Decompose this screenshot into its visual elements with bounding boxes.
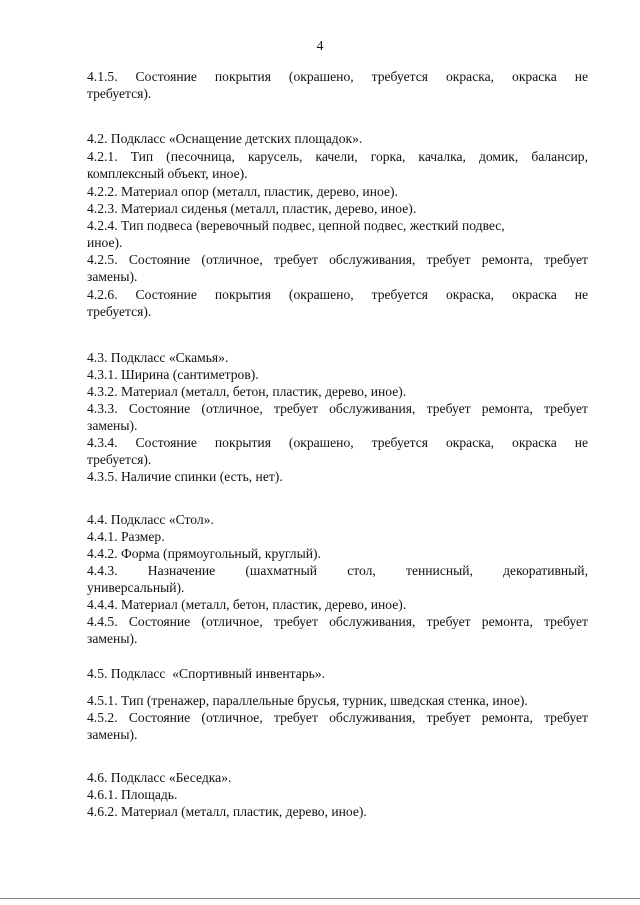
line: замены). [87,269,138,285]
paragraph-4-4-4 [87,596,588,613]
page-number: 4 [316,38,324,53]
paragraph-4-5-1 [87,692,588,709]
section-heading-4-6 [87,769,588,786]
line: 4.5.1. Тип (тренажер, параллельные брусья, турник, шведская стенка, иное). [87,693,528,708]
line: 4.2.1. Тип (песочница, карусель, качели, горка, качалка, домик, балансир, [87,149,588,164]
line: 4.6.2. Материал (металл, пластик, дерево, иное). [87,804,367,819]
line: 4.2.3. Материал сиденья (металл, пластик, дерево, иное). [87,201,417,216]
paragraph-4-3-5 [87,468,588,485]
line: 4.2.6. Состояние покрытия (окрашено, требуется окраска, окраска не [87,287,588,302]
line: 4.3.4. Состояние покрытия (окрашено, требуется окраска, окраска не [87,435,588,450]
section-heading-4-4 [87,511,588,528]
line: 4.4.5. Состояние (отличное, требует обслуживания, требует ремонта, требует [87,614,588,629]
paragraph-4-2-2 [87,183,588,200]
line: замены). [87,727,138,743]
bottom-rule [0,898,640,899]
line: 4.4.3. Назначение (шахматный стол, теннисный, декоративный, [87,563,588,578]
paragraph-4-3-3 [87,400,588,435]
line: 4.4.2. Форма (прямоугольный, круглый). [87,546,321,561]
paragraph-4-4-5 [87,613,588,648]
line: иное). [87,235,123,251]
paragraph-4-3-1 [87,366,588,383]
line: 4.4. Подкласс «Стол». [87,512,214,527]
line: 4.6.1. Площадь. [87,787,178,802]
line: 4.2. Подкласс «Оснащение детских площадок». [87,131,363,146]
paragraph-4-3-2 [87,383,588,400]
line: 4.2.4. Тип подвеса (веревочный подвес, цепной подвес, жесткий подвес, [87,218,505,233]
line: замены). [87,418,138,434]
line: 4.3.2. Материал (металл, бетон, пластик, дерево, иное). [87,384,407,399]
paragraph-4-4-2 [87,545,588,562]
line: требуется). [87,86,152,102]
line: замены). [87,631,138,647]
line: 4.3.5. Наличие спинки (есть, нет). [87,469,283,484]
paragraph-4-1-5 [87,68,588,103]
line: универсальный). [87,580,185,596]
line: 4.6. Подкласс «Беседка». [87,770,232,785]
paragraph-4-4-3 [87,562,588,597]
line: 4.2.2. Материал опор (металл, пластик, дерево, иное). [87,184,398,199]
paragraph-4-2-3 [87,200,588,217]
paragraph-4-2-6 [87,286,588,321]
line: 4.4.1. Размер. [87,529,165,544]
section-heading-4-2 [87,130,588,147]
line: 4.1.5. Состояние покрытия (окрашено, требуется окраска, окраска не [87,69,588,84]
paragraph-4-2-5 [87,251,588,286]
line: требуется). [87,304,152,320]
section-heading-4-5 [87,665,588,682]
paragraph-4-2-4 [87,217,588,252]
paragraph-4-5-2 [87,709,588,744]
line: 4.3. Подкласс «Скамья». [87,350,229,365]
paragraph-4-6-1 [87,786,588,803]
line: 4.2.5. Состояние (отличное, требует обслуживания, требует ремонта, требует [87,252,588,267]
paragraph-4-2-1 [87,148,588,183]
line: 4.3.1. Ширина (сантиметров). [87,367,259,382]
paragraph-4-6-2 [87,803,588,820]
line: 4.5. Подкласс «Спортивный инвентарь». [87,666,326,681]
line: 4.5.2. Состояние (отличное, требует обслуживания, требует ремонта, требует [87,710,588,725]
line: 4.3.3. Состояние (отличное, требует обслуживания, требует ремонта, требует [87,401,588,416]
line: 4.4.4. Материал (металл, бетон, пластик, дерево, иное). [87,597,407,612]
paragraph-4-4-1 [87,528,588,545]
line: требуется). [87,452,152,468]
section-heading-4-3 [87,349,588,366]
paragraph-4-3-4 [87,434,588,469]
line: комплексный объект, иное). [87,166,248,182]
